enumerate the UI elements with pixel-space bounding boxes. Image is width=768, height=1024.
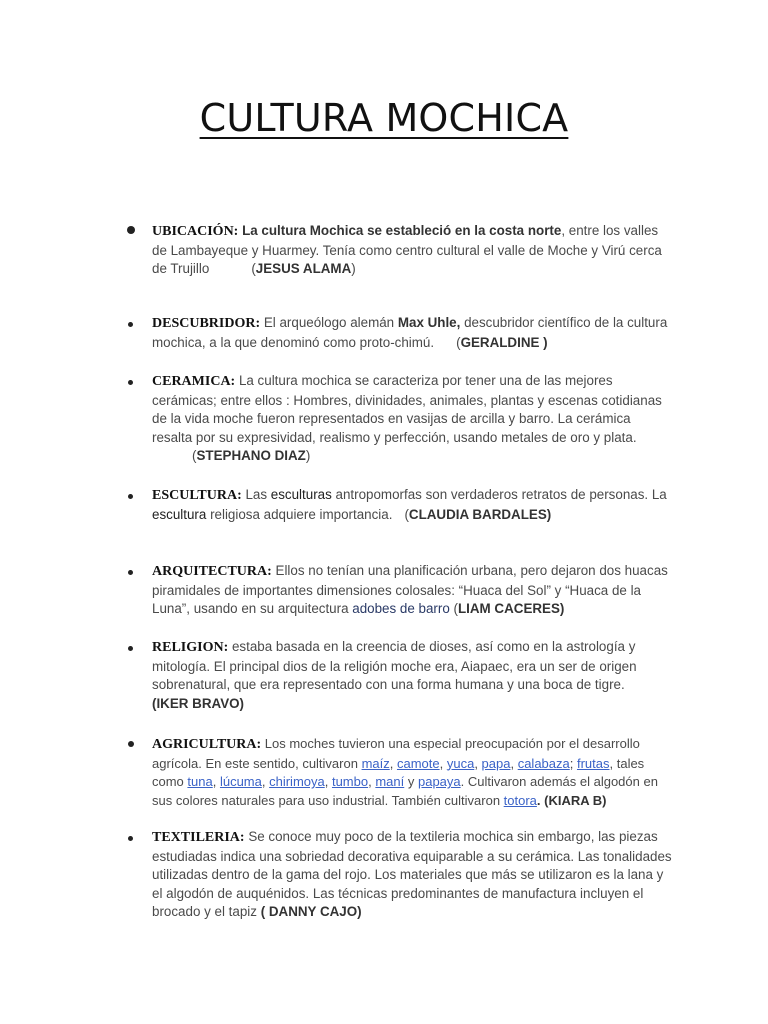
item-author: STEPHANO DIAZ [196, 448, 306, 464]
link-tuna[interactable]: tuna [187, 774, 213, 790]
link-chirimoya[interactable]: chirimoya [269, 774, 325, 790]
item-author: LIAM CACERES) [457, 601, 565, 617]
link-mani[interactable]: maní [375, 774, 405, 790]
item-text: El arqueólogo alemán [260, 315, 398, 330]
link-papa[interactable]: papa [481, 755, 511, 771]
link-tumbo[interactable]: tumbo [331, 774, 369, 790]
list-item-arquitectura: ARQUITECTURA: Ellos no tenían una planificación urbana, pero dejaron dos huacas piramidales de importantes dimensiones colosales: “Huaca del Sol” y “Huaca de la Luna”, usando en su arquitectura adobes de barro (LIAM CACERES) [152, 562, 672, 619]
link-papaya[interactable]: papaya [417, 774, 461, 790]
bullet-icon [128, 646, 133, 651]
item-text: La cultura mochica se caracteriza por tener una de las mejores cerámicas; entre ellos : Hombres, divinidades, animales, plantas y escenas cotidianas de la vida moche fueron representados en vasijas de arcilla y barro. La cerámica resalta por su expresividad, realismo y perfección, usando metales de oro y plata. [152, 373, 662, 445]
page-title: CULTURA MOCHICA [199, 96, 569, 140]
item-heading: TEXTILERIA: [152, 830, 245, 845]
item-heading: CERAMICA: [152, 374, 236, 389]
item-heading: ARQUITECTURA: [152, 564, 272, 579]
list-item-religion: RELIGION: estaba basada en la creencia de dioses, así como en la astrología y mitología. El principal dios de la religión moche era, Aiapaec, era un ser de origen sobrenatural, que era representado con una forma humana y una boca de tigre. (IKER BRAVO) [152, 638, 672, 713]
item-author: JESUS ALAMA [255, 261, 352, 277]
link-camote[interactable]: camote [396, 755, 440, 771]
item-author: (IKER BRAVO) [152, 695, 244, 711]
list-item-ubicacion: UBICACIÓN: La cultura Mochica se estableció en la costa norte, entre los valles de Lambayeque y Huarmey. Tenía como centro cultural el valle de Moche y Virú cerca de Trujillo (JESUS ALAMA) [152, 222, 672, 279]
item-heading: AGRICULTURA: [152, 737, 262, 752]
link-totora[interactable]: totora [503, 792, 537, 808]
item-author: ( DANNY CAJO) [256, 904, 362, 920]
bullet-icon [128, 741, 134, 747]
list-item-textileria: TEXTILERIA: Se conoce muy poco de la textileria mochica sin embargo, las piezas estudiadas indica una sobriedad decorativa equiparable a su cerámica. Las tonalidades utilizadas dentro de la gama del rojo. Los materiales que más se utilizaron es la lana y el algodón de auquénidos. Las técnicas predominantes de manufactura incluyen el brocado y el tapiz ( DANNY CAJO) [152, 828, 672, 922]
item-term: esculturas [270, 487, 332, 502]
item-bold-text: La cultura Mochica se estableció en la costa norte [238, 223, 562, 238]
bullet-icon [128, 380, 133, 385]
item-author: GERALDINE ) [460, 334, 548, 350]
bullet-icon [128, 322, 133, 327]
item-author: CLAUDIA BARDALES) [408, 506, 552, 522]
list-item-agricultura: AGRICULTURA: Los moches tuvieron una especial preocupación por el desarrollo agrícola. En este sentido, cultivaron maíz, camote, yuca, papa, calabaza; frutas, tales como tuna, lúcuma, chirimoya, tumbo, maní y papaya. Cultivaron además el algodón en sus colores naturales para uso industrial. También cultivaron totora. (KIARA B) [152, 735, 672, 810]
item-bold-text: Max Uhle, [397, 315, 461, 330]
list-item-ceramica: CERAMICA: La cultura mochica se caracteriza por tener una de las mejores cerámicas; entre ellos : Hombres, divinidades, animales, plantas y escenas cotidianas de la vida moche fueron representados en vasijas de arcilla y barro. La cerámica resalta por su expresividad, realismo y perfección, usando metales de oro y plata.(STEPHANO DIAZ) [152, 372, 672, 466]
item-term: adobes de barro [352, 601, 450, 617]
link-lucuma[interactable]: lúcuma [219, 774, 262, 790]
bullet-icon [128, 570, 133, 575]
bullet-icon [128, 836, 133, 841]
link-yuca[interactable]: yuca [446, 755, 475, 771]
item-term: escultura [152, 506, 207, 522]
item-author: . (KIARA B) [536, 792, 607, 808]
link-frutas[interactable]: frutas [576, 755, 610, 771]
item-text: , entre los valles de Lambayeque y Huarmey. Tenía como centro cultural el valle de Moche y Virú cerca de Trujillo [152, 223, 662, 277]
item-heading: ESCULTURA: [152, 488, 242, 503]
list-item-escultura: ESCULTURA: Las esculturas antropomorfas son verdaderos retratos de personas. La escultura religiosa adquiere importancia. (CLAUDIA BARDALES) [152, 486, 672, 524]
link-maiz[interactable]: maíz [361, 755, 390, 771]
list-item-descubridor: DESCUBRIDOR: El arqueólogo alemán Max Uhle, descubridor científico de la cultura mochica, a la que denominó como proto-chimú. (GERALDINE ) [152, 314, 672, 352]
bullet-icon [128, 494, 133, 499]
link-calabaza[interactable]: calabaza [517, 755, 570, 771]
item-heading: UBICACIÓN: [152, 224, 239, 239]
bullet-icon [127, 226, 135, 234]
item-heading: DESCUBRIDOR: [152, 316, 261, 331]
item-heading: RELIGION: [152, 640, 229, 655]
